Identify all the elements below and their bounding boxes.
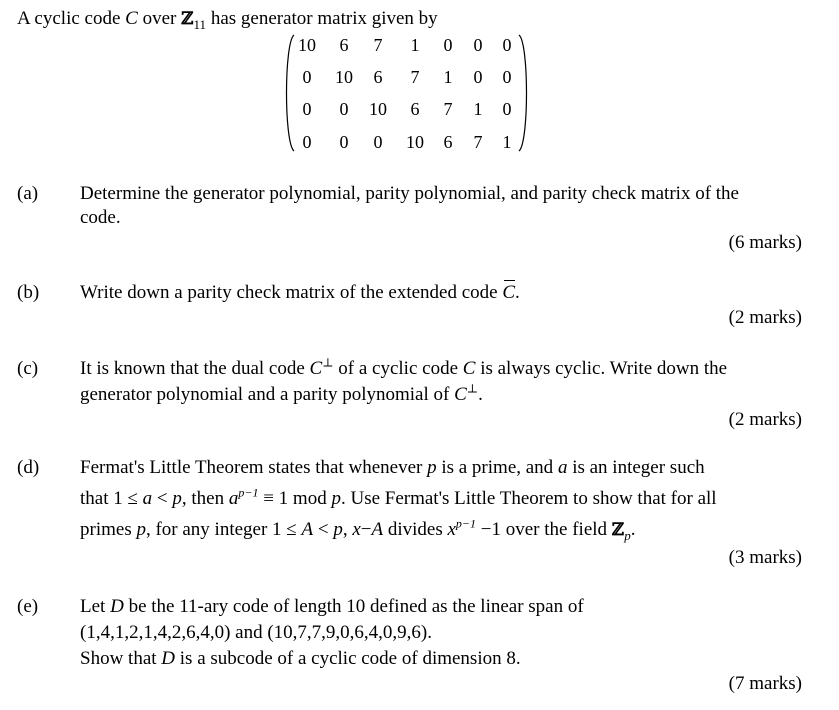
part-d-line2 [80,485,717,509]
part-d-l3e: − [360,519,372,540]
code-D-2: D [161,648,176,669]
matrix-cell: 1 [443,67,453,87]
matrix-cell: 1 [473,99,483,119]
part-d-l3f: divides [387,519,443,540]
matrix-cell: 0 [373,132,383,152]
dual-code-symbol: C [309,358,323,379]
dual-code-symbol-2: C [454,384,467,405]
part-d-l2d: ≡ 1 mod [263,488,327,509]
part-d-end: . [630,519,636,540]
part-e-marks: (7 marks) [728,673,802,694]
vector-1: (1,4,1,2,1,4,2,6,4,0) [80,622,231,643]
part-e-line2 [80,623,432,642]
integer-a: a [557,457,568,478]
matrix-cell: 0 [473,35,483,55]
matrix-cell: 7 [373,35,383,55]
part-d-t2: is a prime, and [441,457,554,478]
matrix-cell: 10 [335,67,353,87]
matrix-cell: 6 [410,99,420,119]
part-d-l2e: . Use Fermat's Little Theorem to show that for all [340,488,717,509]
part-d-l3a: primes [80,519,132,540]
code-D: D [110,596,124,617]
prime-p-5: p [333,519,343,540]
field-zp: ℤ [611,520,625,540]
part-e-t2: be the 11-ary code of length 10 defined as the linear span of [128,596,584,617]
matrix-cell: 0 [502,67,512,87]
matrix-cell: 10 [369,99,387,119]
part-e-l3b: is a subcode of a cyclic code of dimension 8. [179,648,521,669]
matrix-cell: 0 [502,99,512,119]
intro-line [17,8,438,32]
part-e-l3a: Show that [80,648,157,669]
prime-p-2: p [172,488,182,509]
part-c-line1 [80,355,728,379]
part-e-label: (e) [17,596,39,617]
part-e-t1: Let [80,596,106,617]
matrix-cell: 0 [443,35,453,55]
part-d-l3c: < [317,519,334,540]
part-e-end: . [427,622,432,643]
part-b-marks: (2 marks) [728,307,802,328]
exponent-2: p−1 [455,516,477,531]
part-d-t3: is an integer such [572,457,705,478]
part-c-end: . [478,384,483,405]
part-a-label: (a) [17,183,39,204]
part-b-label: (b) [17,282,40,303]
prime-p-4: p [136,519,146,540]
part-d-l2c: , then [181,488,225,509]
matrix-cell: 0 [302,99,312,119]
exponent-1: p−1 [238,485,259,500]
part-a-marks: (6 marks) [728,232,802,253]
matrix-cell: 0 [339,132,349,152]
matrix-cell: 7 [473,132,483,152]
prime-p: p [427,457,437,478]
matrix-cell: 0 [502,35,512,55]
part-c-line2 [80,381,483,405]
code-symbol-c: C [462,358,476,379]
perp-symbol: ⊥ [322,355,334,370]
intro-prefix: A cyclic code [17,8,121,29]
matrix-cell: 1 [502,132,512,152]
matrix-cell: 0 [473,67,483,87]
vector-2: (10,7,7,9,0,6,4,0,9,6) [267,622,428,643]
matrix-cell: 0 [302,132,312,152]
part-e-line1 [80,597,584,616]
field-zp-sub: p [624,527,631,543]
intro-over: over [142,8,177,29]
var-x-2: x [447,519,456,540]
perp-symbol-2: ⊥ [466,381,479,396]
part-e-line3 [80,649,521,668]
part-d-l2b: < [156,488,168,509]
matrix-cell: 10 [298,35,316,55]
part-a-line2: code. [80,207,121,228]
part-d-t1: Fermat's Little Theorem states that whenever [80,457,423,478]
part-d-marks: (3 marks) [728,547,802,568]
matrix-cell: 6 [443,132,453,152]
integer-A: A [301,519,314,540]
part-b-end: . [515,282,520,303]
field-subscript: 11 [193,16,207,32]
matrix-cell: 1 [410,35,420,55]
part-e-and: and [235,622,263,643]
field-symbol: ℤ [181,9,194,29]
matrix-cell: 0 [339,99,349,119]
part-c-line2-text: generator polynomial and a parity polynomial of [80,384,450,405]
part-d-l3b: , for any integer 1 ≤ [145,519,297,540]
part-d-label: (d) [17,457,40,478]
part-c-marks: (2 marks) [728,409,802,430]
part-c-t2: of a cyclic code [338,358,458,379]
matrix-cell: 7 [443,99,453,119]
integer-A-2: A [371,519,384,540]
var-x: x [352,519,361,540]
part-d-l3g: −1 over the field [480,519,608,540]
matrix-cell: 0 [302,67,312,87]
part-c-label: (c) [17,358,39,379]
part-c-t3: is always cyclic. Write down the [480,358,728,379]
matrix-cell: 6 [373,67,383,87]
part-d-line1 [80,458,705,477]
matrix-cell: 7 [410,67,420,87]
integer-a-2: a [142,488,153,509]
extended-code-symbol: C [502,282,516,303]
part-b-text [80,283,520,302]
intro-suffix: has generator matrix given by [210,8,438,29]
part-d-l3d: , [342,519,348,540]
integer-a-3: a [228,488,239,509]
generator-matrix [283,33,530,153]
matrix-cell: 10 [406,132,424,152]
part-b-sentence: Write down a parity check matrix of the extended code [80,282,498,303]
code-symbol: C [125,8,138,29]
part-a-line1: Determine the generator polynomial, parity polynomial, and parity check matrix of the [80,183,739,204]
part-d-l2a: that 1 ≤ [80,488,138,509]
part-c-t1: It is known that the dual code [80,358,305,379]
matrix-cell: 6 [339,35,349,55]
prime-p-3: p [331,488,341,509]
part-d-line3 [80,516,636,543]
